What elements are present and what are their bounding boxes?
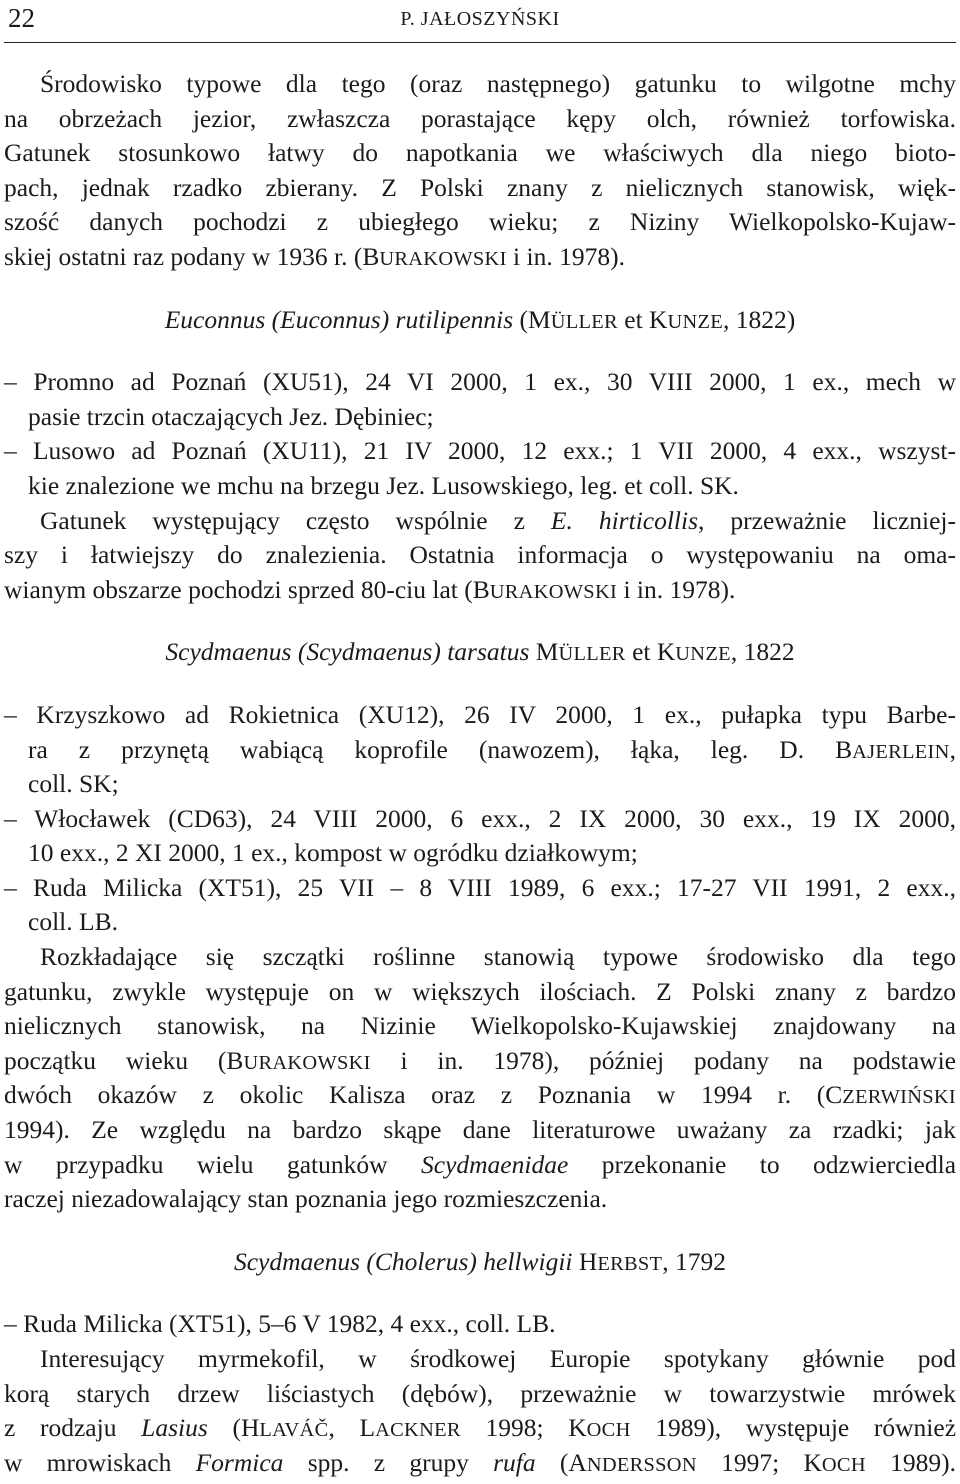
record-line: – Ruda Milicka (XT51), 5–6 V 1982, 4 exx., coll. LB. [4, 1309, 556, 1339]
text-line: szy i łatwiejszy do znalezienia. Ostatnia informacja o występowaniu na oma- [4, 540, 956, 570]
records-scydmaenus-hellwigii [4, 1307, 956, 1480]
record-line: – Włocławek (CD63), 24 VIII 2000, 6 exx., 2 IX 2000, 30 exx., 19 IX 2000, [4, 803, 956, 833]
running-head-author: P. JAŁOSZYŃSKI [400, 8, 560, 30]
text-line: korą starych drzew liściastych (dębów), przeważnie w towarzystwie mrówek [4, 1378, 956, 1408]
record-line: ra z przynętą wabiącą koprofile (nawozem), łąka, leg. D. BAJERLEIN, [28, 734, 956, 764]
text-line: Gatunek występujący często wspólnie z E. hirticollis, przeważnie liczniej- [40, 505, 956, 535]
paragraph-habitat-1 [4, 67, 956, 275]
record-line: – Ruda Milicka (XT51), 25 VII – 8 VIII 1989, 6 exx.; 17-27 VII 1991, 2 exx., [4, 872, 956, 902]
text-line: na obrzeżach jezior, zwłaszcza porastające kępy olch, również torfowiska. [4, 103, 956, 133]
page-number: 22 [8, 3, 35, 33]
text-line: raczej niezadowalający stan poznania jego rozmieszczenia. [4, 1184, 608, 1214]
species-heading-euconnus: Euconnus (Euconnus) rutilipennis (MÜLLER et KUNZE, 1822) [164, 304, 796, 334]
text-line: gatunku, zwykle występuje on w większych ilościach. Z Polski znany z bardzo [4, 976, 956, 1006]
page-header [4, 0, 956, 43]
text-line: Gatunek stosunkowo łatwy do napotkania we właściwych dla niego bioto- [4, 138, 956, 168]
record-line: kie znalezione we mchu na brzegu Jez. Lusowskiego, leg. et coll. SK. [28, 470, 739, 500]
text-line: skiej ostatni raz podany w 1936 r. (BURAKOWSKI i in. 1978). [4, 241, 625, 271]
species-heading-scydmaenus-tarsatus: Scydmaenus (Scydmaenus) tarsatus MÜLLER et KUNZE, 1822 [165, 637, 795, 667]
text-line: dwóch okazów z okolic Kalisza oraz z Poznania w 1994 r. (CZERWIŃSKI [4, 1080, 956, 1110]
record-line: – Lusowo ad Poznań (XU11), 21 IV 2000, 12 exx.; 1 VII 2000, 4 exx., wszyst- [4, 436, 956, 466]
text-line: w przypadku wielu gatunków Scydmaenidae przekonanie to odzwierciedla [4, 1149, 957, 1179]
text-line: nielicznych stanowisk, na Nizinie Wielkopolsko-Kujawskiej znajdowany na [4, 1011, 956, 1041]
text-line: z rodzaju Lasius (HLAVÁČ, LACKNER 1998; KOCH 1989), występuje również [4, 1413, 957, 1443]
record-line: coll. SK; [28, 769, 119, 799]
text-line: Rozkładające się szczątki roślinne stanowią typowe środowisko dla tego [40, 942, 956, 972]
species-heading-scydmaenus-hellwigii: Scydmaenus (Cholerus) hellwigii HERBST, 1792 [233, 1246, 727, 1276]
records-euconnus [4, 365, 956, 607]
text-line: początku wieku (BURAKOWSKI i in. 1978), później podany na podstawie [4, 1045, 957, 1075]
text-line: 1994). Ze względu na bardzo skąpe dane literaturowe uważany za rzadki; jak [4, 1115, 956, 1145]
records-scydmaenus-tarsatus [4, 698, 956, 1217]
record-line: – Promno ad Poznań (XU51), 24 VI 2000, 1 ex., 30 VIII 2000, 1 ex., mech w [4, 367, 956, 397]
text-line: wianym obszarze pochodzi sprzed 80-ciu lat (BURAKOWSKI i in. 1978). [4, 574, 736, 604]
text-line: pach, jednak rzadko zbierany. Z Polski znany z nielicznych stanowisk, więk- [4, 172, 956, 202]
text-line: w mrowiskach Formica spp. z grupy rufa (ANDERSSON 1997; KOCH 1989). [4, 1447, 956, 1477]
record-line: 10 exx., 2 XI 2000, 1 ex., kompost w ogródku działkowym; [28, 838, 638, 868]
record-line: pasie trzcin otaczających Jez. Dębiniec; [28, 401, 434, 431]
text-line: szość danych pochodzi z ubiegłego wieku; z Niziny Wielkopolsko-Kujaw- [4, 207, 956, 237]
record-line: coll. LB. [28, 907, 118, 937]
record-line: – Krzyszkowo ad Rokietnica (XU12), 26 IV 2000, 1 ex., pułapka typu Barbe- [4, 699, 956, 729]
text-line: Środowisko typowe dla tego (oraz następnego) gatunku to wilgotne mchy [40, 69, 956, 98]
text-line: Interesujący myrmekofil, w środkowej Europie spotykany głównie pod [40, 1344, 956, 1373]
